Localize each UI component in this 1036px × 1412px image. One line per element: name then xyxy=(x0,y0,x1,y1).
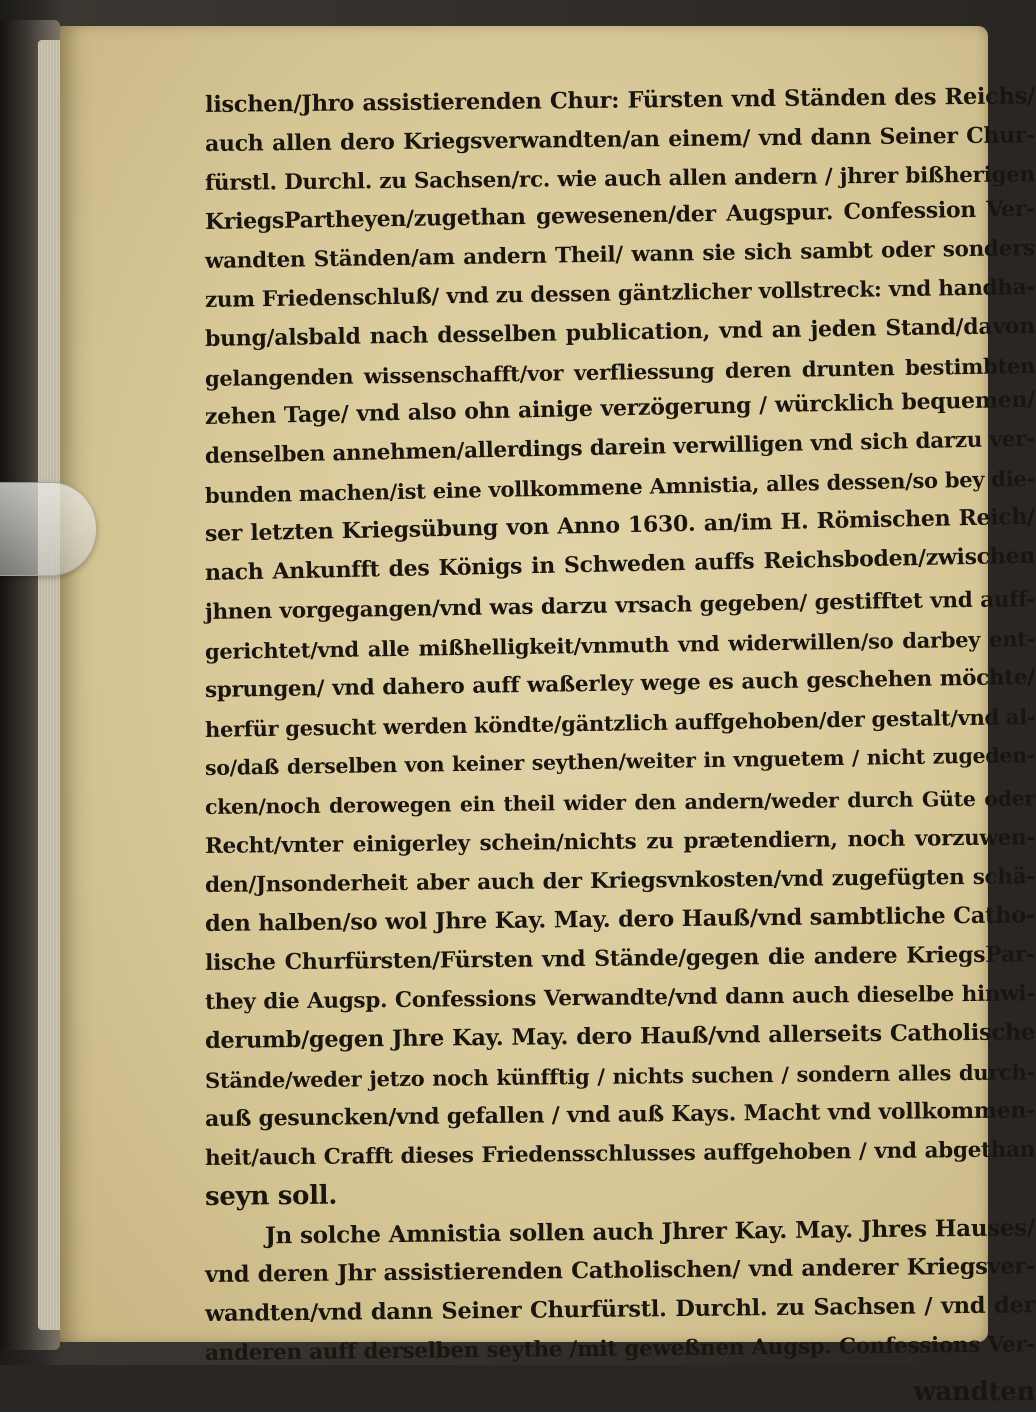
text-line: derumb/gegen Jhre Kay. May. dero Hauß/vnd allerseits Catholische xyxy=(204,1019,1036,1054)
text-line: bung/alsbald nach desselben publication, vnd an jeden Stand/davon xyxy=(204,312,1036,352)
text-line: so/daß derselben von keiner seythen/weiter in vnguetem / nicht zugeden- xyxy=(204,742,1036,780)
text-line: den halben/so wol Jhre Kay. May. dero Hauß/vnd sambtliche Catho- xyxy=(204,902,1036,937)
text-line: lische Churfürsten/Fürsten vnd Stände/gegen die andere KriegsPar- xyxy=(204,941,1036,976)
text-line: heit/auch Crafft dieses Friedensschlusses auffgehoben / vnd abgethan xyxy=(204,1137,1036,1171)
text-line: auch allen dero Kriegsverwandten/an einem/ vnd dann Seiner Chur- xyxy=(204,122,1036,157)
text-line: zum Friedenschluß/ vnd zu dessen gäntzlicher vollstreck: vnd handha- xyxy=(204,274,1036,313)
text-line: wandten/vnd dann Seiner Churfürstl. Durchl. zu Sachsen / vnd der xyxy=(204,1292,1036,1327)
text-line: anderen auff derselben seythe /mit geweßnen Augsp. Confessions Ver- xyxy=(204,1332,1036,1366)
text-line: lischen/Jhro assistierenden Chur: Fürsten vnd Ständen des Reichs/ xyxy=(204,83,1036,118)
text-line: den/Jnsonderheit aber auch der Kriegsvnkosten/vnd zugefügten schä- xyxy=(204,864,1036,898)
text-line: KriegsPartheyen/zugethan gewesenen/der Augspur. Confession Ver- xyxy=(204,195,1036,235)
text-line: herfür gesucht werden köndte/gäntzlich auffgehoben/der gestalt/vnd al- xyxy=(204,703,1036,742)
text-line: auß gesuncken/vnd gefallen / vnd auß Kays. Macht vnd vollkommen- xyxy=(204,1097,1036,1132)
text-line: denselben annehmen/allerdings darein verwilligen vnd sich darzu ver- xyxy=(204,426,1036,469)
text-line: ser letzten Kriegsübung von Anno 1630. an/im H. Römischen Reich/ xyxy=(204,503,1036,547)
text-line: Stände/weder jetzo noch künfftig / nichts suchen / sondern alles durch- xyxy=(204,1059,1036,1093)
text-line: wandten Ständen/am andern Theil/ wann sie sich sambt oder sonders xyxy=(204,235,1036,274)
text-line: vnd deren Jhr assistierenden Catholischen/ vnd anderer Kriegsver- xyxy=(204,1253,1036,1288)
text-line: Recht/vnter einigerley schein/nichts zu prætendiern, noch vorzuwen- xyxy=(204,825,1036,859)
text-line: cken/noch derowegen ein theil wider den andern/weder durch Güte oder xyxy=(204,786,1036,819)
text-line: seyn soll. xyxy=(204,1180,338,1212)
text-line: zehen Tage/ vnd also ohn ainige verzögerung / würcklich bequemen/ xyxy=(204,386,1036,430)
book-page xyxy=(60,26,1036,1407)
plastic-page-clip xyxy=(0,482,97,576)
text-line: they die Augsp. Confessions Verwandte/vnd dann auch dieselbe hinwi- xyxy=(204,981,1036,1015)
text-line: fürstl. Durchl. zu Sachsen/rc. wie auch allen andern / jhrer bißherigen xyxy=(204,162,1036,196)
text-block xyxy=(204,83,1036,1412)
text-line: jhnen vorgegangen/vnd was darzu vrsach gegeben/ gestifftet vnd auff- xyxy=(204,586,1036,625)
catchword: wandten xyxy=(913,1377,1035,1407)
text-line: bunden machen/ist eine vollkommene Amnistia, alles dessen/so bey die- xyxy=(204,465,1036,508)
text-line: sprungen/ vnd dahero auff waßerley wege es auch geschehen möchte/ xyxy=(204,664,1036,703)
text-line: gelangenden wissenschafft/vor verfliessung deren drunten bestimbten xyxy=(204,352,1036,391)
text-line: nach Ankunfft des Königs in Schweden auffs Reichsboden/zwischen xyxy=(204,542,1036,586)
text-line: gerichtet/vnd alle mißhelligkeit/vnmuth vnd widerwillen/so darbey ent- xyxy=(204,625,1036,664)
paragraph-start-line: Jn solche Amnistia sollen auch Jhrer Kay. May. Jhres Hauses/ xyxy=(264,1214,1036,1250)
